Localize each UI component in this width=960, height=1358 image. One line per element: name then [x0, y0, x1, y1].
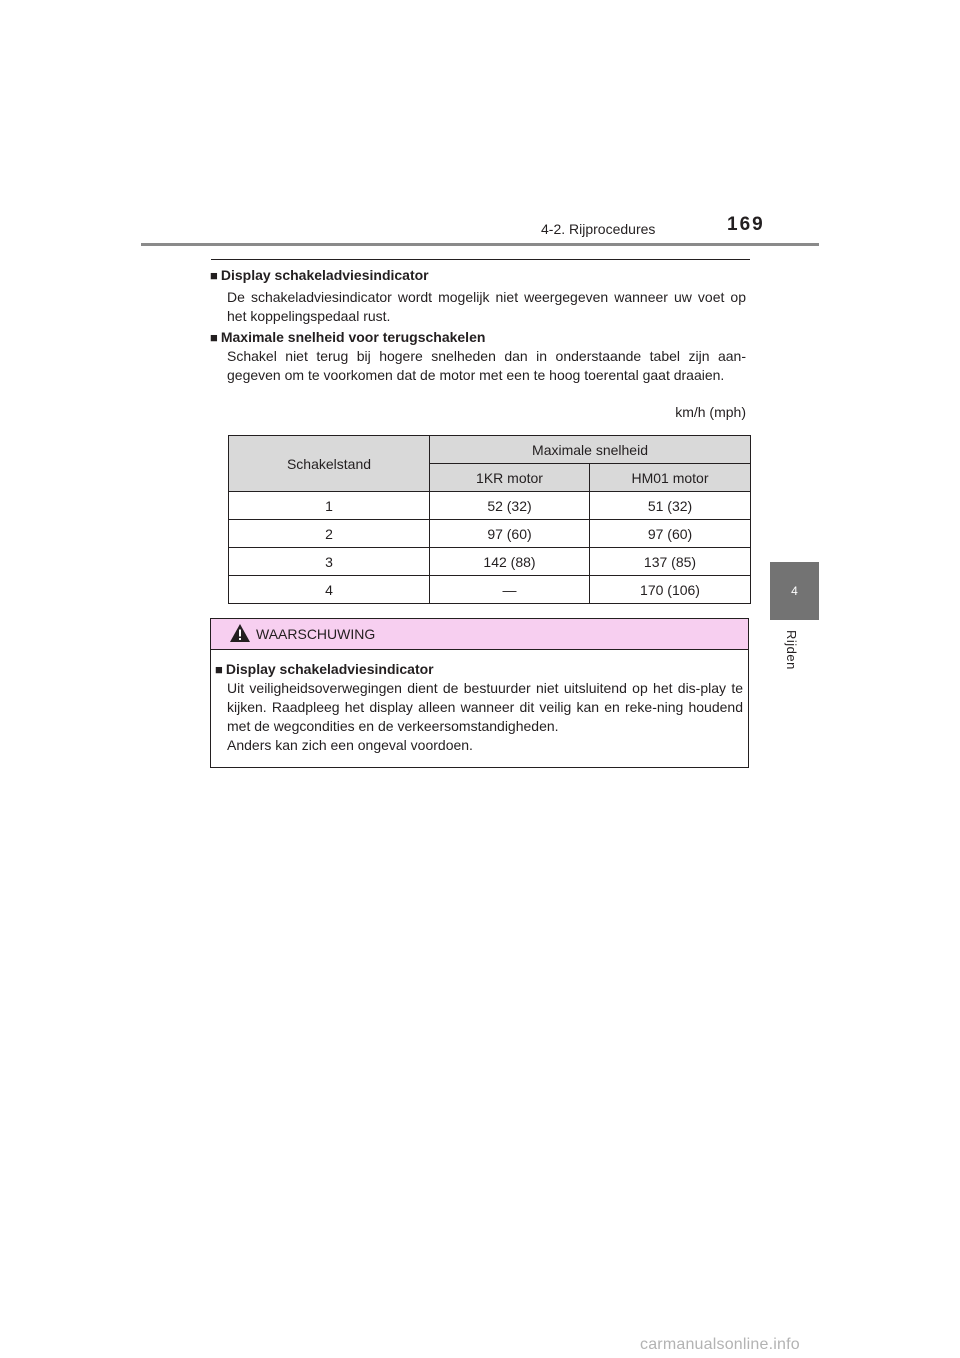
unit-note: km/h (mph): [675, 404, 746, 420]
header-1kr: 1KR motor: [430, 464, 590, 492]
watermark: carmanualsonline.info: [640, 1336, 800, 1353]
cell-gear: 1: [229, 492, 430, 520]
header-max-speed: Maximale snelheid: [430, 436, 751, 464]
warning-subheading: [215, 660, 434, 679]
warning-triangle-icon: [229, 623, 251, 648]
cell-gear: 4: [229, 576, 430, 604]
warning-header: [211, 619, 748, 650]
header-rule: [141, 243, 819, 246]
cell-1kr: 97 (60): [430, 520, 590, 548]
bullet-square-icon: ■: [210, 330, 218, 345]
cell-1kr: —: [430, 576, 590, 604]
table-row: [229, 492, 751, 520]
warning-title: WAARSCHUWING: [256, 626, 376, 642]
page-number: 169: [727, 214, 765, 235]
content-rule: [211, 259, 750, 260]
cell-gear: 2: [229, 520, 430, 548]
cell-gear: 3: [229, 548, 430, 576]
header-gear: Schakelstand: [229, 436, 430, 492]
table-row: [229, 520, 751, 548]
section-paragraph: Schakel niet terug bij hogere snelheden dan in onderstaande tabel zijn aan-gegeven om te voorkomen dat de motor met een te hoog toerental gaat draaien.: [227, 348, 746, 383]
cell-hm01: 51 (32): [590, 492, 751, 520]
section-paragraph: De schakeladviesindicator wordt mogelijk niet weergegeven wanneer uw voet op het koppelingspedaal rust.: [227, 289, 746, 324]
speed-table: [228, 435, 751, 604]
section-heading: [210, 266, 429, 285]
warning-subtitle: Display schakeladviesindicator: [225, 661, 434, 677]
cell-hm01: 170 (106): [590, 576, 751, 604]
table-header-row: [229, 436, 751, 464]
cell-hm01: 97 (60): [590, 520, 751, 548]
section-heading: [210, 328, 485, 347]
chapter-label: Rijden: [784, 630, 799, 670]
warning-box: [210, 618, 749, 768]
bullet-square-icon: ■: [215, 662, 223, 677]
chapter-number: 4: [791, 584, 798, 598]
table-row: [229, 548, 751, 576]
section-title: Maximale snelheid voor terugschakelen: [220, 329, 486, 345]
cell-1kr: 52 (32): [430, 492, 590, 520]
chapter-tab[interactable]: [770, 562, 819, 620]
header-hm01: HM01 motor: [590, 464, 751, 492]
section-title: Display schakeladviesindicator: [220, 267, 429, 283]
cell-1kr: 142 (88): [430, 548, 590, 576]
table-row: [229, 576, 751, 604]
warning-paragraph: Uit veiligheidsoverwegingen dient de bestuurder niet uitsluitend op het dis-play te kijken. Raadpleeg het display alleen wanneer dit veilig kan en reke-ning houdend met de wegcondities en de verkeersomstandigheden.: [227, 680, 743, 734]
warning-paragraph: Anders kan zich een ongeval voordoen.: [227, 737, 473, 753]
header-section: 4-2. Rijprocedures: [541, 221, 656, 237]
bullet-square-icon: ■: [210, 268, 218, 283]
cell-hm01: 137 (85): [590, 548, 751, 576]
